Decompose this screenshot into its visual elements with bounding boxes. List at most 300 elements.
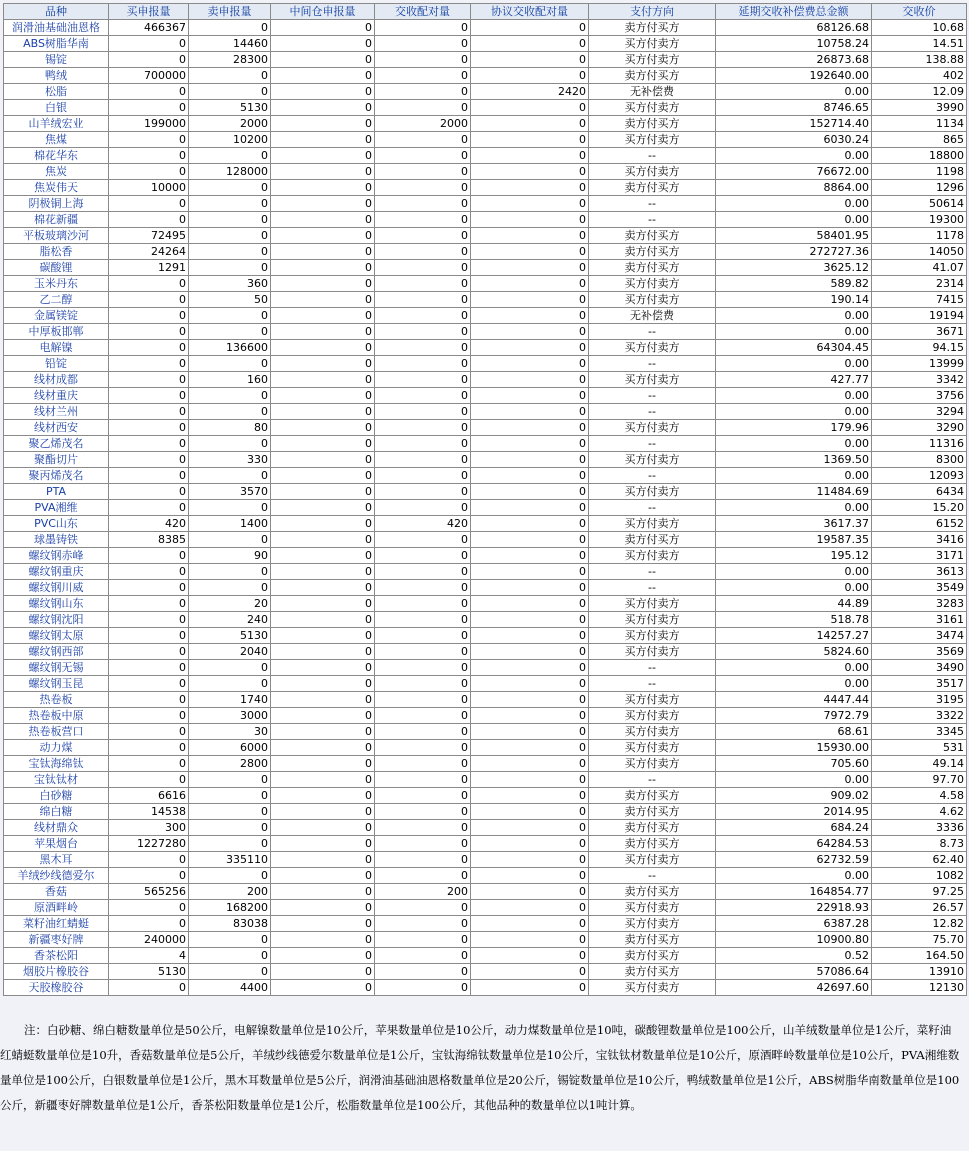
payment-direction-cell: 卖方付买方 <box>589 836 716 852</box>
variety-cell: 螺纹钢赤峰 <box>4 548 109 564</box>
price-cell: 75.70 <box>872 932 967 948</box>
compensation-cell: 0.00 <box>716 404 872 420</box>
variety-cell: 动力煤 <box>4 740 109 756</box>
middle-qty-cell: 0 <box>271 900 375 916</box>
compensation-cell: 8746.65 <box>716 100 872 116</box>
table-row <box>4 116 967 132</box>
table-row <box>4 756 967 772</box>
payment-direction-cell: 买方付卖方 <box>589 916 716 932</box>
price-cell: 2314 <box>872 276 967 292</box>
table-row <box>4 244 967 260</box>
middle-qty-cell: 0 <box>271 788 375 804</box>
matched-qty-cell: 420 <box>375 516 471 532</box>
table-row <box>4 276 967 292</box>
middle-qty-cell: 0 <box>271 596 375 612</box>
table-row <box>4 788 967 804</box>
buy-qty-cell: 8385 <box>109 532 189 548</box>
agreement-qty-cell: 0 <box>471 612 589 628</box>
agreement-qty-cell: 0 <box>471 980 589 996</box>
table-row <box>4 708 967 724</box>
payment-direction-cell: 卖方付买方 <box>589 68 716 84</box>
middle-qty-cell: 0 <box>271 676 375 692</box>
price-cell: 3294 <box>872 404 967 420</box>
price-cell: 15.20 <box>872 500 967 516</box>
price-cell: 1198 <box>872 164 967 180</box>
variety-cell: 聚酯切片 <box>4 452 109 468</box>
variety-cell: 金属镁锭 <box>4 308 109 324</box>
table-row <box>4 644 967 660</box>
compensation-cell: 164854.77 <box>716 884 872 900</box>
sell-qty-cell: 0 <box>189 324 271 340</box>
middle-qty-cell: 0 <box>271 388 375 404</box>
table-row <box>4 388 967 404</box>
compensation-cell: 42697.60 <box>716 980 872 996</box>
middle-qty-cell: 0 <box>271 452 375 468</box>
payment-direction-cell: 卖方付买方 <box>589 244 716 260</box>
middle-qty-cell: 0 <box>271 532 375 548</box>
matched-qty-cell: 0 <box>375 804 471 820</box>
matched-qty-cell: 0 <box>375 532 471 548</box>
buy-qty-cell: 0 <box>109 132 189 148</box>
buy-qty-cell: 0 <box>109 372 189 388</box>
table-row <box>4 548 967 564</box>
middle-qty-cell: 0 <box>271 612 375 628</box>
payment-direction-cell: -- <box>589 324 716 340</box>
agreement-qty-cell: 0 <box>471 772 589 788</box>
price-cell: 3671 <box>872 324 967 340</box>
sell-qty-cell: 0 <box>189 356 271 372</box>
buy-qty-cell: 240000 <box>109 932 189 948</box>
table-row <box>4 324 967 340</box>
price-cell: 12130 <box>872 980 967 996</box>
payment-direction-cell: 买方付卖方 <box>589 724 716 740</box>
variety-cell: 线材兰州 <box>4 404 109 420</box>
matched-qty-cell: 0 <box>375 740 471 756</box>
middle-qty-cell: 0 <box>271 260 375 276</box>
payment-direction-cell: 买方付卖方 <box>589 420 716 436</box>
matched-qty-cell: 0 <box>375 900 471 916</box>
agreement-qty-cell: 0 <box>471 308 589 324</box>
price-cell: 4.58 <box>872 788 967 804</box>
price-cell: 49.14 <box>872 756 967 772</box>
compensation-cell: 64284.53 <box>716 836 872 852</box>
price-cell: 8300 <box>872 452 967 468</box>
matched-qty-cell: 0 <box>375 628 471 644</box>
compensation-cell: 57086.64 <box>716 964 872 980</box>
agreement-qty-cell: 0 <box>471 404 589 420</box>
sell-qty-cell: 160 <box>189 372 271 388</box>
sell-qty-cell: 80 <box>189 420 271 436</box>
header-agreement-qty: 协议交收配对量 <box>471 4 589 20</box>
buy-qty-cell: 5130 <box>109 964 189 980</box>
compensation-cell: 58401.95 <box>716 228 872 244</box>
matched-qty-cell: 0 <box>375 948 471 964</box>
payment-direction-cell: -- <box>589 468 716 484</box>
compensation-cell: 909.02 <box>716 788 872 804</box>
table-row <box>4 356 967 372</box>
matched-qty-cell: 0 <box>375 596 471 612</box>
agreement-qty-cell: 0 <box>471 20 589 36</box>
variety-cell: 原酒畔岭 <box>4 900 109 916</box>
middle-qty-cell: 0 <box>271 164 375 180</box>
buy-qty-cell: 0 <box>109 484 189 500</box>
sell-qty-cell: 2800 <box>189 756 271 772</box>
matched-qty-cell: 0 <box>375 564 471 580</box>
matched-qty-cell: 0 <box>375 164 471 180</box>
sell-qty-cell: 0 <box>189 788 271 804</box>
middle-qty-cell: 0 <box>271 468 375 484</box>
matched-qty-cell: 0 <box>375 180 471 196</box>
variety-cell: 线材鼎众 <box>4 820 109 836</box>
agreement-qty-cell: 0 <box>471 212 589 228</box>
table-row <box>4 100 967 116</box>
payment-direction-cell: -- <box>589 356 716 372</box>
compensation-cell: 4447.44 <box>716 692 872 708</box>
table-row <box>4 164 967 180</box>
compensation-cell: 0.00 <box>716 212 872 228</box>
payment-direction-cell: 卖方付买方 <box>589 820 716 836</box>
agreement-qty-cell: 0 <box>471 436 589 452</box>
compensation-cell: 0.00 <box>716 308 872 324</box>
variety-cell: 球墨铸铁 <box>4 532 109 548</box>
price-cell: 402 <box>872 68 967 84</box>
compensation-cell: 26873.68 <box>716 52 872 68</box>
buy-qty-cell: 0 <box>109 292 189 308</box>
table-row <box>4 980 967 996</box>
agreement-qty-cell: 0 <box>471 420 589 436</box>
buy-qty-cell: 0 <box>109 212 189 228</box>
buy-qty-cell: 199000 <box>109 116 189 132</box>
matched-qty-cell: 0 <box>375 212 471 228</box>
middle-qty-cell: 0 <box>271 500 375 516</box>
variety-cell: 中厚板邯郸 <box>4 324 109 340</box>
price-cell: 3517 <box>872 676 967 692</box>
price-cell: 3283 <box>872 596 967 612</box>
buy-qty-cell: 420 <box>109 516 189 532</box>
payment-direction-cell: -- <box>589 772 716 788</box>
buy-qty-cell: 0 <box>109 772 189 788</box>
compensation-cell: 0.00 <box>716 564 872 580</box>
compensation-cell: 0.52 <box>716 948 872 964</box>
matched-qty-cell: 0 <box>375 868 471 884</box>
agreement-qty-cell: 0 <box>471 516 589 532</box>
middle-qty-cell: 0 <box>271 68 375 84</box>
buy-qty-cell: 0 <box>109 916 189 932</box>
agreement-qty-cell: 0 <box>471 132 589 148</box>
table-row <box>4 148 967 164</box>
sell-qty-cell: 20 <box>189 596 271 612</box>
sell-qty-cell: 6000 <box>189 740 271 756</box>
payment-direction-cell: 卖方付买方 <box>589 532 716 548</box>
matched-qty-cell: 0 <box>375 676 471 692</box>
middle-qty-cell: 0 <box>271 292 375 308</box>
table-row <box>4 516 967 532</box>
buy-qty-cell: 1291 <box>109 260 189 276</box>
compensation-cell: 0.00 <box>716 84 872 100</box>
matched-qty-cell: 0 <box>375 100 471 116</box>
matched-qty-cell: 0 <box>375 660 471 676</box>
price-cell: 12093 <box>872 468 967 484</box>
table-row <box>4 660 967 676</box>
variety-cell: 阴极铜上海 <box>4 196 109 212</box>
payment-direction-cell: 卖方付买方 <box>589 948 716 964</box>
agreement-qty-cell: 0 <box>471 932 589 948</box>
buy-qty-cell: 24264 <box>109 244 189 260</box>
agreement-qty-cell: 0 <box>471 964 589 980</box>
payment-direction-cell: -- <box>589 196 716 212</box>
price-cell: 18800 <box>872 148 967 164</box>
middle-qty-cell: 0 <box>271 84 375 100</box>
compensation-cell: 179.96 <box>716 420 872 436</box>
agreement-qty-cell: 0 <box>471 628 589 644</box>
matched-qty-cell: 0 <box>375 692 471 708</box>
payment-direction-cell: 买方付卖方 <box>589 452 716 468</box>
sell-qty-cell: 0 <box>189 228 271 244</box>
payment-direction-cell: 卖方付买方 <box>589 788 716 804</box>
buy-qty-cell: 72495 <box>109 228 189 244</box>
agreement-qty-cell: 0 <box>471 276 589 292</box>
sell-qty-cell: 128000 <box>189 164 271 180</box>
price-cell: 8.73 <box>872 836 967 852</box>
sell-qty-cell: 5130 <box>189 100 271 116</box>
sell-qty-cell: 50 <box>189 292 271 308</box>
variety-cell: 锡锭 <box>4 52 109 68</box>
middle-qty-cell: 0 <box>271 964 375 980</box>
payment-direction-cell: 买方付卖方 <box>589 900 716 916</box>
matched-qty-cell: 0 <box>375 916 471 932</box>
payment-direction-cell: 买方付卖方 <box>589 292 716 308</box>
header-compensation-total: 延期交收补偿费总金额 <box>716 4 872 20</box>
buy-qty-cell: 0 <box>109 660 189 676</box>
matched-qty-cell: 0 <box>375 708 471 724</box>
price-cell: 62.40 <box>872 852 967 868</box>
buy-qty-cell: 0 <box>109 164 189 180</box>
variety-cell: 螺纹钢川威 <box>4 580 109 596</box>
payment-direction-cell: -- <box>589 500 716 516</box>
sell-qty-cell: 0 <box>189 532 271 548</box>
agreement-qty-cell: 0 <box>471 452 589 468</box>
sell-qty-cell: 2040 <box>189 644 271 660</box>
middle-qty-cell: 0 <box>271 820 375 836</box>
buy-qty-cell: 0 <box>109 100 189 116</box>
variety-cell: 螺纹钢无锡 <box>4 660 109 676</box>
buy-qty-cell: 0 <box>109 308 189 324</box>
payment-direction-cell: 卖方付买方 <box>589 116 716 132</box>
variety-cell: 平板玻璃沙河 <box>4 228 109 244</box>
matched-qty-cell: 0 <box>375 436 471 452</box>
matched-qty-cell: 0 <box>375 308 471 324</box>
middle-qty-cell: 0 <box>271 772 375 788</box>
matched-qty-cell: 0 <box>375 852 471 868</box>
variety-cell: PVA湘维 <box>4 500 109 516</box>
middle-qty-cell: 0 <box>271 340 375 356</box>
variety-cell: 棉花新疆 <box>4 212 109 228</box>
buy-qty-cell: 0 <box>109 452 189 468</box>
sell-qty-cell: 0 <box>189 660 271 676</box>
payment-direction-cell: 买方付卖方 <box>589 644 716 660</box>
compensation-cell: 10900.80 <box>716 932 872 948</box>
compensation-cell: 14257.27 <box>716 628 872 644</box>
table-row <box>4 612 967 628</box>
price-cell: 12.09 <box>872 84 967 100</box>
agreement-qty-cell: 0 <box>471 868 589 884</box>
compensation-cell: 3625.12 <box>716 260 872 276</box>
buy-qty-cell: 0 <box>109 644 189 660</box>
agreement-qty-cell: 0 <box>471 660 589 676</box>
table-row <box>4 884 967 900</box>
matched-qty-cell: 0 <box>375 484 471 500</box>
price-cell: 4.62 <box>872 804 967 820</box>
middle-qty-cell: 0 <box>271 660 375 676</box>
compensation-cell: 44.89 <box>716 596 872 612</box>
sell-qty-cell: 0 <box>189 564 271 580</box>
matched-qty-cell: 0 <box>375 932 471 948</box>
variety-cell: 电解镍 <box>4 340 109 356</box>
matched-qty-cell: 0 <box>375 52 471 68</box>
header-payment-direction: 支付方向 <box>589 4 716 20</box>
buy-qty-cell: 0 <box>109 276 189 292</box>
buy-qty-cell: 0 <box>109 36 189 52</box>
variety-cell: 热卷板营口 <box>4 724 109 740</box>
agreement-qty-cell: 0 <box>471 500 589 516</box>
price-cell: 13999 <box>872 356 967 372</box>
table-row <box>4 36 967 52</box>
sell-qty-cell: 0 <box>189 388 271 404</box>
buy-qty-cell: 0 <box>109 548 189 564</box>
price-cell: 11316 <box>872 436 967 452</box>
price-cell: 41.07 <box>872 260 967 276</box>
price-cell: 3416 <box>872 532 967 548</box>
table-row <box>4 596 967 612</box>
middle-qty-cell: 0 <box>271 132 375 148</box>
sell-qty-cell: 0 <box>189 436 271 452</box>
middle-qty-cell: 0 <box>271 948 375 964</box>
sell-qty-cell: 0 <box>189 20 271 36</box>
price-cell: 1134 <box>872 116 967 132</box>
matched-qty-cell: 0 <box>375 68 471 84</box>
buy-qty-cell: 0 <box>109 52 189 68</box>
sell-qty-cell: 0 <box>189 580 271 596</box>
buy-qty-cell: 0 <box>109 724 189 740</box>
compensation-cell: 0.00 <box>716 468 872 484</box>
variety-cell: 菜籽油红蜻蜓 <box>4 916 109 932</box>
agreement-qty-cell: 0 <box>471 340 589 356</box>
compensation-cell: 195.12 <box>716 548 872 564</box>
price-cell: 3474 <box>872 628 967 644</box>
table-row <box>4 260 967 276</box>
price-cell: 3342 <box>872 372 967 388</box>
middle-qty-cell: 0 <box>271 36 375 52</box>
sell-qty-cell: 0 <box>189 84 271 100</box>
buy-qty-cell: 0 <box>109 740 189 756</box>
table-row <box>4 868 967 884</box>
payment-direction-cell: 卖方付买方 <box>589 804 716 820</box>
sell-qty-cell: 0 <box>189 804 271 820</box>
table-row <box>4 836 967 852</box>
sell-qty-cell: 14460 <box>189 36 271 52</box>
agreement-qty-cell: 0 <box>471 564 589 580</box>
middle-qty-cell: 0 <box>271 708 375 724</box>
variety-cell: 螺纹钢西部 <box>4 644 109 660</box>
sell-qty-cell: 0 <box>189 868 271 884</box>
sell-qty-cell: 3570 <box>189 484 271 500</box>
buy-qty-cell: 0 <box>109 420 189 436</box>
agreement-qty-cell: 0 <box>471 644 589 660</box>
buy-qty-cell: 0 <box>109 436 189 452</box>
compensation-cell: 0.00 <box>716 660 872 676</box>
variety-cell: 热卷板中原 <box>4 708 109 724</box>
payment-direction-cell: 买方付卖方 <box>589 692 716 708</box>
header-settlement-price: 交收价 <box>872 4 967 20</box>
sell-qty-cell: 168200 <box>189 900 271 916</box>
payment-direction-cell: 买方付卖方 <box>589 756 716 772</box>
table-row <box>4 532 967 548</box>
payment-direction-cell: 买方付卖方 <box>589 484 716 500</box>
middle-qty-cell: 0 <box>271 692 375 708</box>
matched-qty-cell: 0 <box>375 548 471 564</box>
variety-cell: 绵白糖 <box>4 804 109 820</box>
middle-qty-cell: 0 <box>271 244 375 260</box>
variety-cell: 香茶松阳 <box>4 948 109 964</box>
variety-cell: 棉花华东 <box>4 148 109 164</box>
price-cell: 94.15 <box>872 340 967 356</box>
sell-qty-cell: 0 <box>189 404 271 420</box>
table-row <box>4 228 967 244</box>
variety-cell: 碳酸锂 <box>4 260 109 276</box>
payment-direction-cell: -- <box>589 148 716 164</box>
sell-qty-cell: 1400 <box>189 516 271 532</box>
middle-qty-cell: 0 <box>271 212 375 228</box>
agreement-qty-cell: 0 <box>471 196 589 212</box>
payment-direction-cell: 买方付卖方 <box>589 628 716 644</box>
payment-direction-cell: 买方付卖方 <box>589 164 716 180</box>
matched-qty-cell: 0 <box>375 276 471 292</box>
buy-qty-cell: 0 <box>109 868 189 884</box>
matched-qty-cell: 0 <box>375 644 471 660</box>
middle-qty-cell: 0 <box>271 484 375 500</box>
payment-direction-cell: 无补偿费 <box>589 308 716 324</box>
sell-qty-cell: 335110 <box>189 852 271 868</box>
buy-qty-cell: 0 <box>109 340 189 356</box>
variety-cell: 山羊绒宏业 <box>4 116 109 132</box>
buy-qty-cell: 0 <box>109 852 189 868</box>
price-cell: 3990 <box>872 100 967 116</box>
agreement-qty-cell: 0 <box>471 820 589 836</box>
table-row <box>4 452 967 468</box>
price-cell: 97.70 <box>872 772 967 788</box>
payment-direction-cell: 卖方付买方 <box>589 932 716 948</box>
price-cell: 3569 <box>872 644 967 660</box>
buy-qty-cell: 0 <box>109 388 189 404</box>
payment-direction-cell: -- <box>589 404 716 420</box>
buy-qty-cell: 0 <box>109 756 189 772</box>
compensation-cell: 5824.60 <box>716 644 872 660</box>
variety-cell: 螺纹钢沈阳 <box>4 612 109 628</box>
sell-qty-cell: 28300 <box>189 52 271 68</box>
compensation-cell: 19587.35 <box>716 532 872 548</box>
variety-cell: 乙二醇 <box>4 292 109 308</box>
payment-direction-cell: 买方付卖方 <box>589 36 716 52</box>
payment-direction-cell: -- <box>589 676 716 692</box>
middle-qty-cell: 0 <box>271 228 375 244</box>
payment-direction-cell: 卖方付买方 <box>589 180 716 196</box>
table-row <box>4 484 967 500</box>
matched-qty-cell: 0 <box>375 724 471 740</box>
table-row <box>4 692 967 708</box>
compensation-cell: 0.00 <box>716 868 872 884</box>
variety-cell: 螺纹钢重庆 <box>4 564 109 580</box>
price-cell: 3161 <box>872 612 967 628</box>
